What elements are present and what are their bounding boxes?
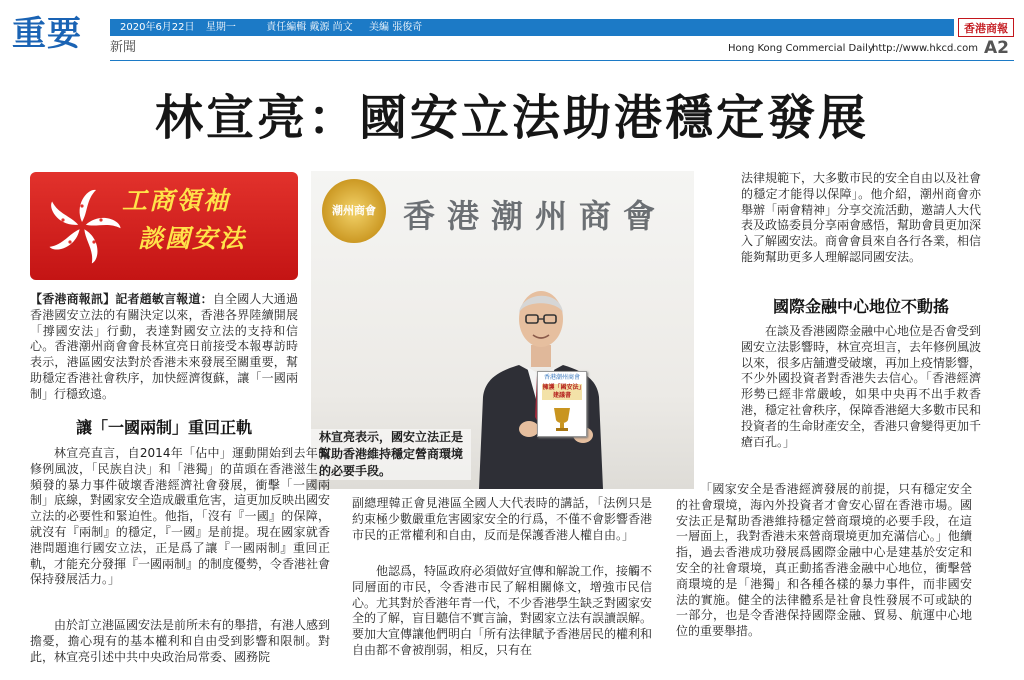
- issue-date: 2020年6月22日: [120, 22, 195, 33]
- news-photo: [311, 171, 694, 489]
- headline: 林宣亮：國安立法助港穩定發展: [154, 90, 869, 146]
- section-title: 重要: [12, 14, 82, 54]
- issue-info: [120, 20, 422, 35]
- page-number: A2: [984, 38, 1009, 58]
- editors-credit: 責任編輯 戴源 尚文: [266, 22, 353, 33]
- lead-source: 【香港商報訊】記者趙敏言報道：: [30, 292, 213, 306]
- booklet-header: 香港潮州商會: [543, 374, 580, 381]
- bauhinia-icon: [42, 180, 122, 272]
- col3-paragraph-1: 法律規範下，大多數市民的安全自由以及社會的穩定才能得以保障」。他介紹，潮州商會亦舉辦「兩會精神」分享交流活動，邀請人大代表及政協委員分享兩會感悟，幫助會員更加深入了解國安法。商會會員來自各行各業，相信能夠幫助更多人理解認同國安法。: [741, 171, 982, 264]
- photo-caption: 林宣亮表示，國安立法正是幫助香港維持穩定營商環境的必要手段。: [311, 429, 471, 480]
- lead-paragraph: [30, 292, 298, 403]
- col1-paragraph-2: 由於訂立港區國安法是前所未有的舉措，有港人感到擔憂，擔心現有的基本權利和自由受到影響和限制。對此，林宣亮引述中共中央政治局常委、國務院: [30, 618, 331, 664]
- series-banner: [30, 172, 298, 280]
- col1-paragraph-1: 林宣亮直言，自2014年「佔中」運動開始到去年的修例風波，「民族自決」和「港獨」的苗頭在香港滋生，頻發的暴力事件破壞香港經濟社會發展，衝擊「一國兩制」底線，對國家安全造成嚴重危害，這更加反映出國安立法的必要性和緊迫性。他指，「沒有『一國』的保障，就沒有『兩制』的穩定，『一國』是前提。現在國家就香港問題進行國安立法，正是爲了讓『一國兩制』重回正軌，才能充分發揮『一國兩制』的制度優勢，令香港社會保持發展活力。」: [30, 446, 331, 587]
- section-subtitle: 新聞: [110, 40, 137, 55]
- booklet-title: 擁護「國安法」建議書: [542, 384, 582, 399]
- trophy-icon: [548, 406, 576, 432]
- lead-body: 自全國人大通過香港國安立法的有關決定以來，香港各界陸續開展「撐國安法」行動，表達對國安立法的支持和信心。香港潮州商會會長林宣亮日前接受本報專訪時表示，港區國安法對於香港未來發展至關重要，幫助穩定香港社會秩序，加快經濟復蘇，讓「一國兩制」行穩致遠。: [30, 292, 298, 401]
- banner-line-1: 工商領袖: [122, 186, 231, 215]
- banner-line-2: 談國安法: [138, 224, 247, 253]
- col3-paragraph-2: 在談及香港國際金融中心地位是否會受到國安立法影響時，林宣亮坦言，去年修例風波以來，很多店舖遭受破壞，再加上疫情影響，不少外國投資者對香港失去信心。「香港經濟形勢已經非常嚴峻，如果中央再不出手救香港，穩定社會秩序，保障香港絕大多數市民和投資者的生命財產安全，香港只會變得更加千瘡百孔。」: [741, 324, 982, 449]
- paper-logo: 香港商報: [958, 18, 1014, 37]
- issue-weekday: 星期一: [205, 22, 236, 33]
- col3-paragraph-3: 「國家安全是香港經濟發展的前提，只有穩定安全的社會環境，海內外投資者才會安心留在香港市場。國安法正是幫助香港維持穩定營商環境的必要手段，在這一層面上，我對香港未來營商環境更加充滿信心。」他續指，過去香港成功發展爲國際金融中心是建基於安定和安全的社會環境，真正動搖香港金融中心地位，衝擊營商環境的是「港獨」和各種各樣的暴力事件，而非國安法的實施。健全的法律體系是社會良性發展不可或缺的一部分，也是令香港保持國際金融、貿易、航運中心地位的重要舉措。: [676, 482, 972, 639]
- booklet: [537, 371, 587, 437]
- subhead-one-country: 讓「一國兩制」重回正軌: [75, 418, 252, 437]
- wall-sign: 香港潮州商會: [403, 197, 668, 235]
- paper-url: http://www.hkcd.com: [872, 43, 978, 54]
- paper-name-english: Hong Kong Commercial Daily: [728, 43, 874, 54]
- designer-credit: 美編 張俊奇: [369, 22, 423, 33]
- association-seal: 潮州商會: [322, 179, 386, 243]
- masthead-divider: [110, 60, 1014, 61]
- subhead-finance-center: 國際金融中心地位不動搖: [772, 297, 949, 316]
- col2-paragraph-2: 他認爲，特區政府必須做好宣傳和解說工作，接觸不同層面的市民，令香港市民了解相關條文，增強市民信心。尤其對於香港年青一代，不少香港學生缺乏對國家安全的了解，盲目聽信不實言論，對國家立法有誤讀誤解。要加大宣傳讓他們明白「所有法律賦予香港居民的權利和自由都不會被削弱，相反，只有在: [352, 564, 653, 657]
- col2-paragraph-1: 副總理韓正會見港區全國人大代表時的講話，「法例只是約束極少數嚴重危害國家安全的行爲，不僅不會影響香港市民的正常權利和自由，反而是保護香港人權自由。」: [352, 496, 653, 542]
